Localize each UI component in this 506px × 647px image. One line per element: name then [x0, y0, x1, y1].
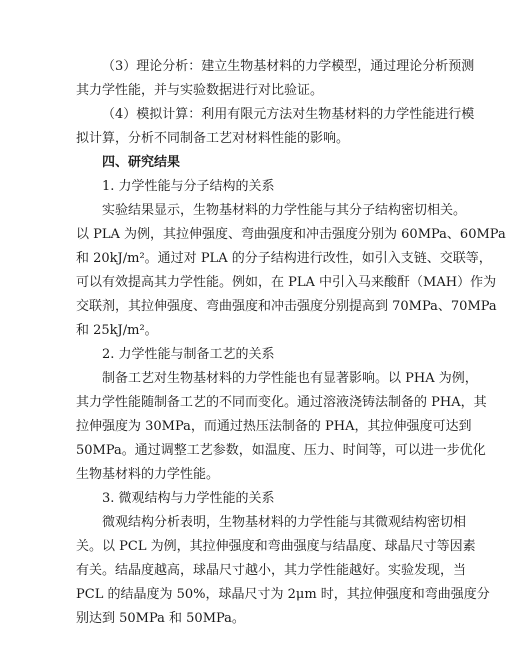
subsection-2-line-3: 拉伸强度为 30MPa，而通过热压法制备的 PHA，其拉伸强度可达到 — [76, 419, 472, 434]
subsection-3-line-3: 有关。结晶度越高，球晶尺寸越小，其力学性能越好。实验发现，当 — [76, 563, 467, 578]
simulation-paragraph-line-1: （4）模拟计算：利用有限元方法对生物基材料的力学性能进行模 — [102, 107, 475, 122]
subsection-1-line-5: 交联剂，其拉伸强度、弯曲强度和冲击强度分别提高到 70MPa、70MPa — [76, 299, 497, 314]
subsection-3-line-1: 微观结构分析表明，生物基材料的力学性能与其微观结构密切相 — [102, 515, 467, 530]
subsection-2-heading: 2. 力学性能与制备工艺的关系 — [102, 347, 275, 362]
subsection-3-heading: 3. 微观结构与力学性能的关系 — [102, 491, 275, 506]
subsection-2-line-2: 其力学性能随制备工艺的不同而变化。通过溶液浇铸法制备的 PHA，其 — [76, 395, 487, 410]
subsection-2-line-4: 50MPa。通过调整工艺参数，如温度、压力、时间等，可以进一步优化 — [76, 443, 486, 458]
subsection-2-line-5: 生物基材料的力学性能。 — [76, 467, 220, 482]
subsection-3-line-2: 关。以 PCL 为例，其拉伸强度和弯曲强度与结晶度、球晶尺寸等因素 — [76, 539, 476, 554]
subsection-3-line-5: 别达到 50MPa 和 50MPa。 — [76, 611, 245, 626]
analysis-paragraph-line-2: 其力学性能，并与实验数据进行对比验证。 — [76, 83, 324, 98]
subsection-2-line-1: 制备工艺对生物基材料的力学性能也有显著影响。以 PHA 为例， — [102, 371, 478, 386]
subsection-3-line-4: PCL 的结晶度为 50%，球晶尺寸为 2μm 时，其拉伸强度和弯曲强度分 — [76, 587, 490, 602]
analysis-paragraph-line-1: （3）理论分析：建立生物基材料的力学模型，通过理论分析预测 — [102, 59, 475, 74]
subsection-1-line-6: 和 25kJ/m²。 — [76, 323, 158, 338]
simulation-paragraph-line-2: 拟计算，分析不同制备工艺对材料性能的影响。 — [76, 131, 350, 146]
subsection-1-line-4: 可以有效提高其力学性能。例如，在 PLA 中引入马来酸酐（MAH）作为 — [76, 275, 497, 290]
subsection-1-line-1: 实验结果显示，生物基材料的力学性能与其分子结构密切相关。 — [102, 203, 467, 218]
section-heading: 四、研究结果 — [102, 155, 181, 170]
subsection-1-line-2: 以 PLA 为例，其拉伸强度、弯曲强度和冲击强度分别为 60MPa、60MPa — [76, 227, 506, 242]
subsection-1-heading: 1. 力学性能与分子结构的关系 — [102, 179, 275, 194]
subsection-1-line-3: 和 20kJ/m²。通过对 PLA 的分子结构进行改性，如引入支链、交联等， — [76, 251, 492, 266]
